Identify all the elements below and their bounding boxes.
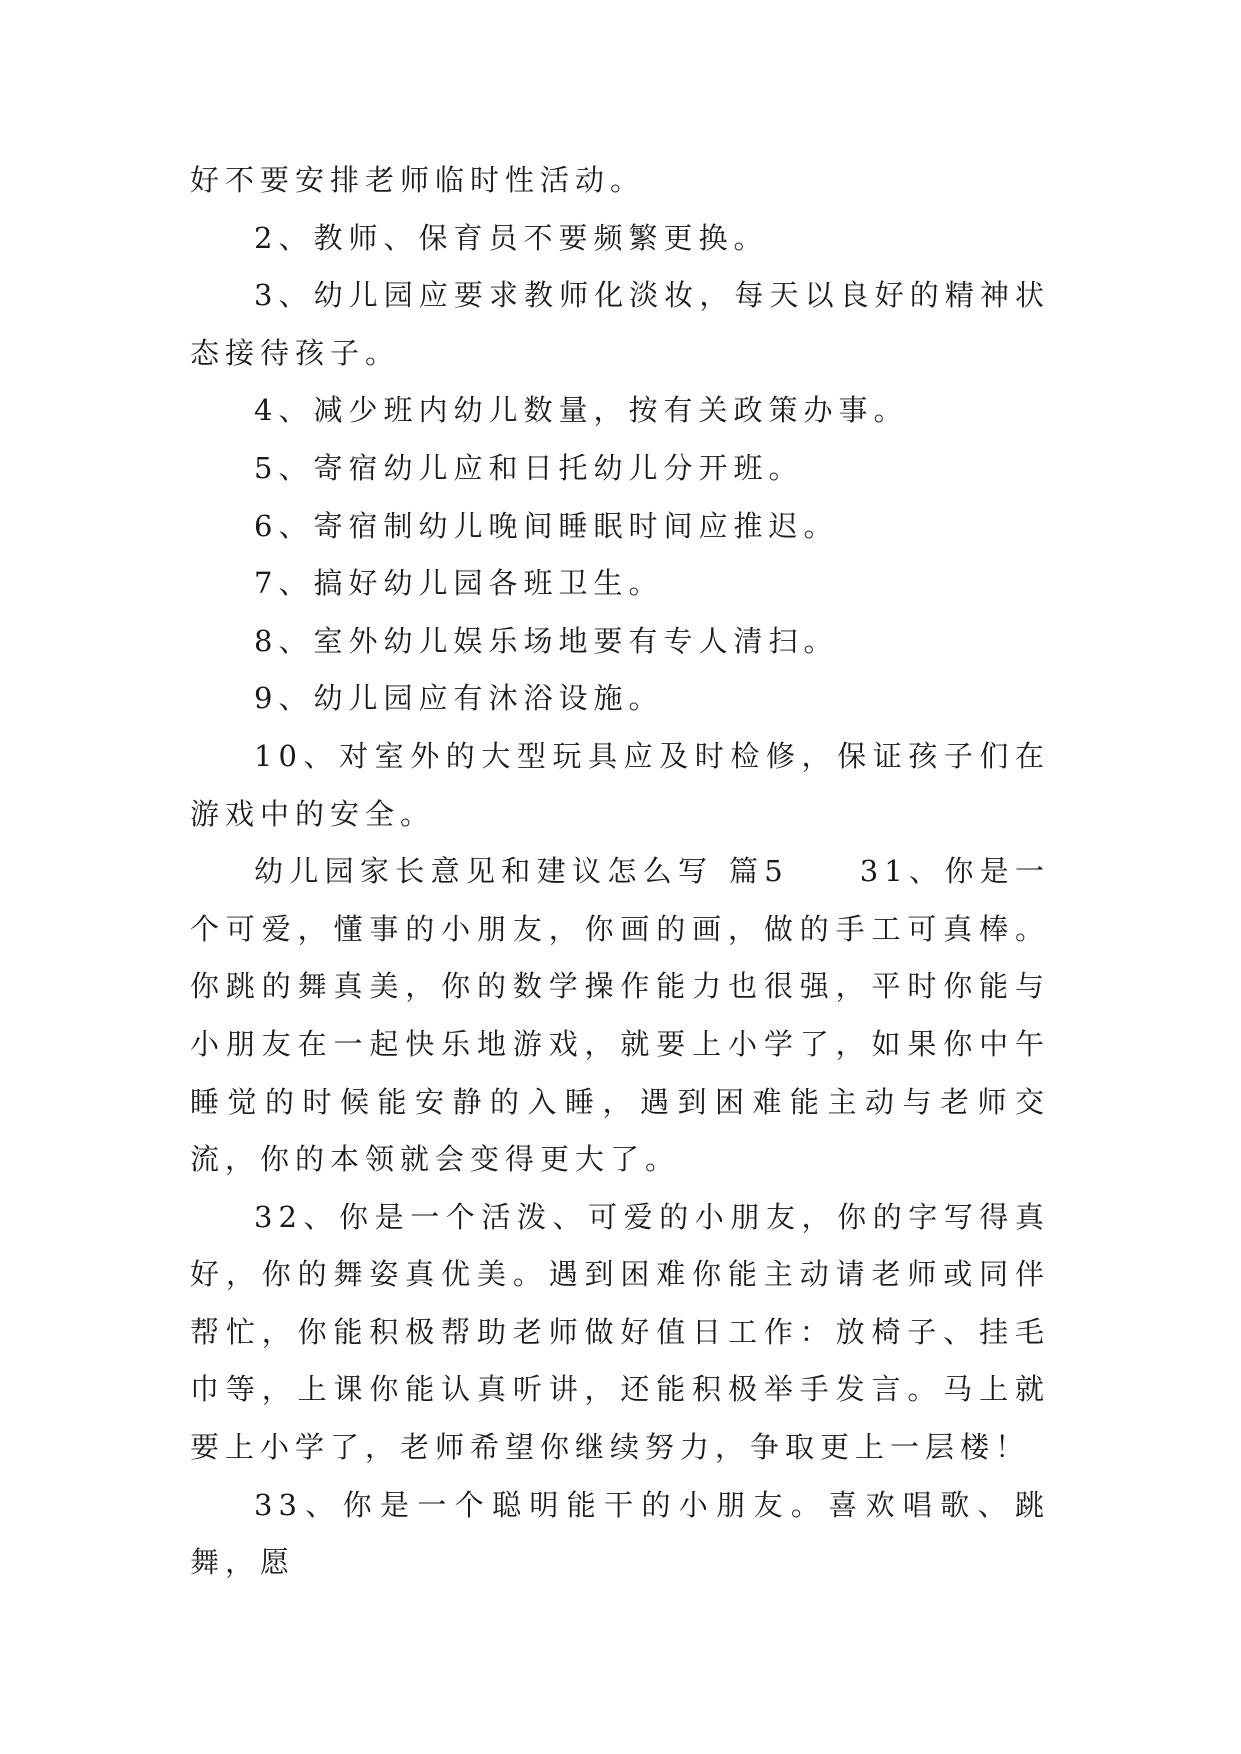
- paragraph: 32、你是一个活泼、可爱的小朋友，你的字写得真好，你的舞姿真优美。遇到困难你能主动请老师或同伴帮忙，你能积极帮助老师做好值日工作：放椅子、挂毛巾等，上课你能认真听讲，还能积极举手发言。马上就要上小学了，老师希望你继续努力，争取更上一层楼！: [190, 1199, 1050, 1465]
- section-heading-paragraph: 幼儿园家长意见和建议怎么写 篇5 31、你是一个可爱，懂事的小朋友，你画的画，做的手工可真棒。你跳的舞真美，你的数学操作能力也很强，平时你能与小朋友在一起快乐地游戏，就要上小学了，如果你中午睡觉的时候能安静的入睡，遇到困难能主动与老师交流，你的本领就会变得更大了。: [190, 854, 1050, 1177]
- paragraph: 2、教师、保育员不要频繁更换。: [254, 220, 769, 255]
- paragraph: 10、对室外的大型玩具应及时检修，保证孩子们在游戏中的安全。: [190, 738, 1050, 831]
- paragraph: 7、搞好幼儿园各班卫生。: [254, 566, 664, 601]
- paragraph: 好不要安排老师临时性活动。: [190, 163, 646, 197]
- paragraph: 6、寄宿制幼儿晚间睡眠时间应推迟。: [254, 508, 839, 543]
- paragraph: 9、幼儿园应有沐浴设施。: [254, 681, 664, 716]
- paragraph: 5、寄宿幼儿应和日托幼儿分开班。: [254, 450, 804, 485]
- paragraph: 8、室外幼儿娱乐场地要有专人清扫。: [254, 623, 839, 658]
- paragraph: 4、减少班内幼儿数量，按有关政策办事。: [254, 393, 909, 428]
- body-text: [190, 152, 1050, 1592]
- paragraph: 33、你是一个聪明能干的小朋友。喜欢唱歌、跳舞，愿: [190, 1487, 1050, 1580]
- paragraph: 3、幼儿园应要求教师化淡妆，每天以良好的精神状态接待孩子。: [190, 278, 1050, 370]
